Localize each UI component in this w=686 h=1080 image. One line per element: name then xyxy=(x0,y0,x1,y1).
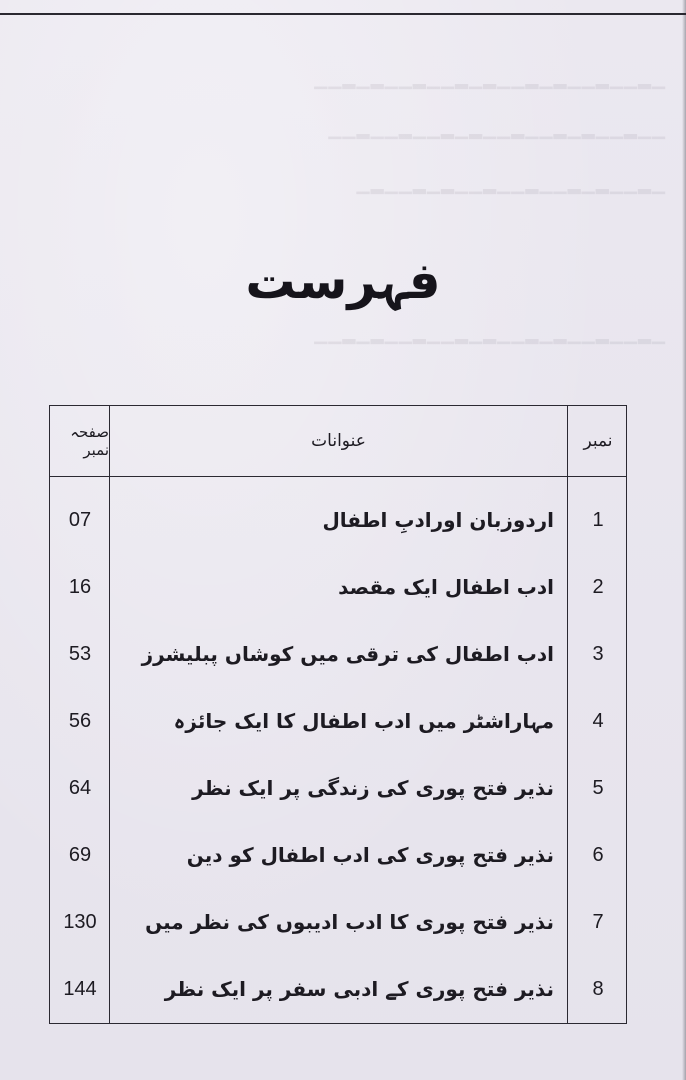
header-page: صفحہ نمبر xyxy=(70,423,109,459)
entry-title: ادب اطفال ایک مقصد xyxy=(338,575,554,599)
entry-number: 4 xyxy=(592,709,604,732)
entry-page: 69 xyxy=(68,843,92,866)
entry-number: 5 xyxy=(592,776,604,799)
entry-title: نذیر فتح پوری کے ادبی سفر پر ایک نظر xyxy=(164,977,554,1001)
show-through-texture: ▁▂▁▁▂▁▁▂▁▂▁▁▂▁▂▁▁▂▁▁▂▁▂▁▁ xyxy=(314,325,666,345)
entry-page: 144 xyxy=(63,977,97,1000)
entry-number: 3 xyxy=(592,642,604,665)
entry-title: نذیر فتح پوری کی ادب اطفال کو دین xyxy=(186,843,554,867)
entry-page: 64 xyxy=(68,776,92,799)
table-row[interactable] xyxy=(50,897,626,947)
header-titles: عنوانات xyxy=(311,431,366,451)
show-through-texture: ▁▂▁▁▂▁▂▁▁▂▁▁▂▁▁▂▁▂▁▁▂▁ xyxy=(356,175,666,195)
table-row[interactable] xyxy=(50,495,626,545)
entry-page: 16 xyxy=(68,575,92,598)
table-row[interactable] xyxy=(50,562,626,612)
entry-title: نذیر فتح پوری کی زندگی پر ایک نظر xyxy=(192,776,554,800)
entry-number: 6 xyxy=(592,843,604,866)
page-edge-shadow xyxy=(682,0,686,1080)
table-row[interactable] xyxy=(50,964,626,1014)
entry-page: 53 xyxy=(68,642,92,665)
show-through-texture: ▁▁▂▁▁▂▁▂▁▁▂▁▁▂▁▂▁▁▂▁▁▂▁▁ xyxy=(328,120,666,140)
entry-number: 7 xyxy=(592,910,604,933)
toc-table xyxy=(49,405,627,1024)
table-row[interactable] xyxy=(50,830,626,880)
entry-title: ادب اطفال کی ترقی میں کوشاں پبلیشرز xyxy=(141,642,554,666)
table-row[interactable] xyxy=(50,629,626,679)
header-number: نمبر xyxy=(583,431,613,451)
page-title: فہرست xyxy=(245,252,441,310)
entry-title: اردوزبان اورادبِ اطفال xyxy=(322,508,554,532)
table-row[interactable] xyxy=(50,763,626,813)
table-row[interactable] xyxy=(50,696,626,746)
entry-number: 2 xyxy=(592,575,604,598)
entry-title: مہاراشٹر میں ادب اطفال کا ایک جائزہ xyxy=(173,709,554,733)
entry-title: نذیر فتح پوری کا ادب ادیبوں کی نظر میں xyxy=(145,910,554,934)
top-rule xyxy=(0,13,686,15)
header-divider xyxy=(50,476,626,477)
entry-number: 8 xyxy=(592,977,604,1000)
entry-page: 07 xyxy=(68,508,92,531)
entry-number: 1 xyxy=(592,508,604,531)
entry-page: 56 xyxy=(68,709,92,732)
entry-page: 130 xyxy=(63,910,97,933)
show-through-texture: ▁▂▁▁▂▁▁▂▁▂▁▁▂▁▂▁▁▂▁▁▂▁▂▁▁ xyxy=(314,70,666,90)
